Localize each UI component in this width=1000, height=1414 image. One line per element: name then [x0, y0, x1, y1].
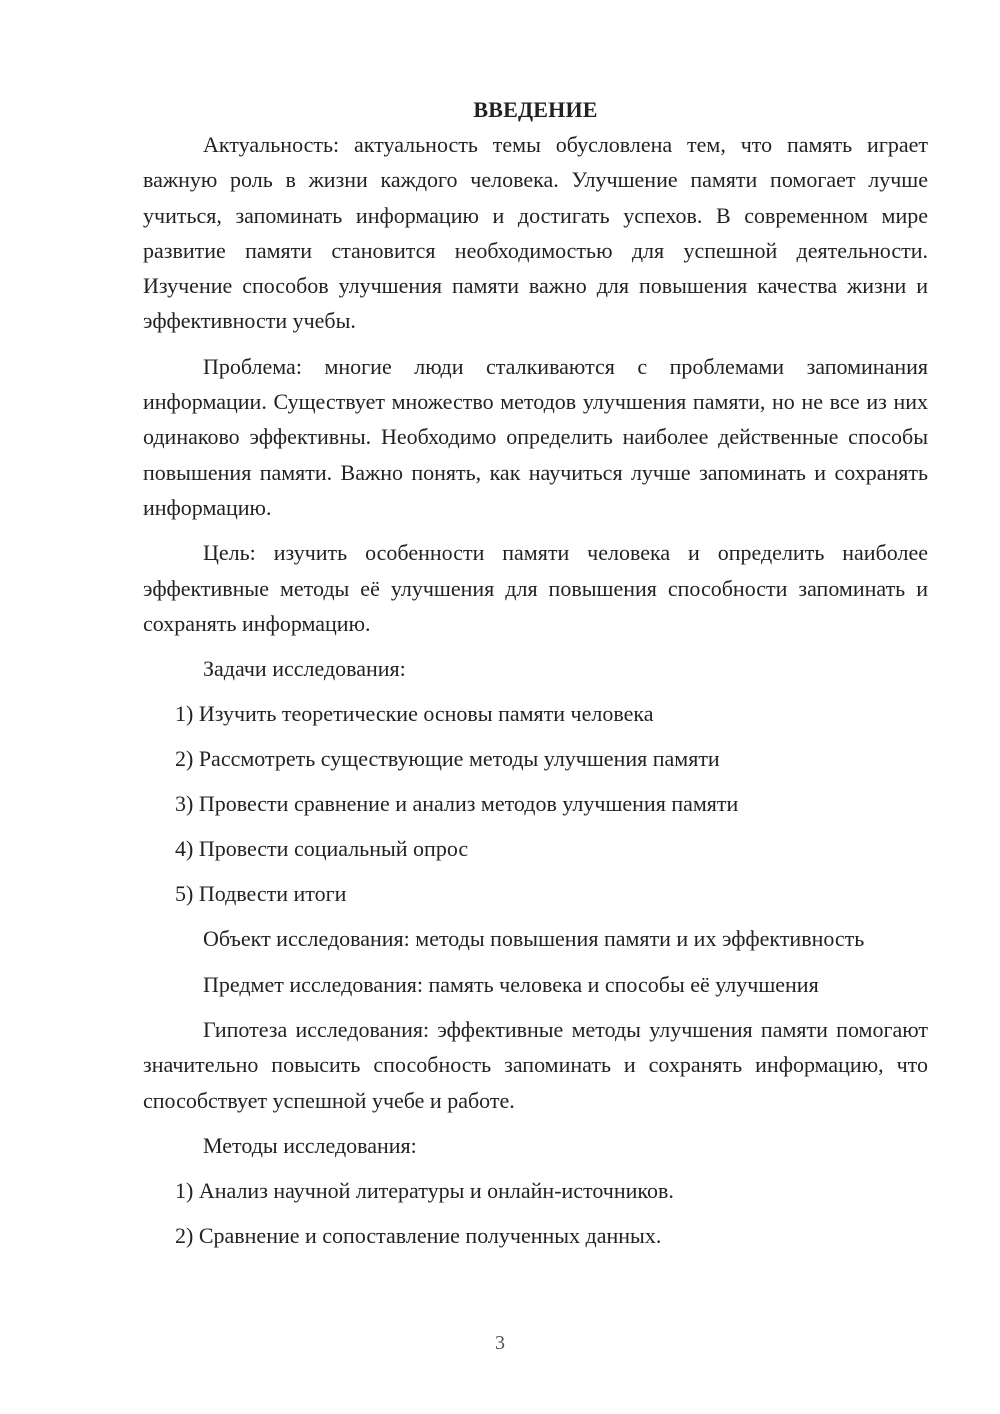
hypothesis-paragraph: Гипотеза исследования: эффективные методы улучшения памяти помогают значительно повысить способность запоминать и сохранять информацию, что способствует успешной учебе и работе. [143, 1017, 928, 1113]
list-item: 1) Изучить теоретические основы памяти человека [175, 701, 654, 727]
methods-list [143, 1173, 928, 1253]
list-item: 1) Анализ научной литературы и онлайн-источников. [175, 1178, 674, 1204]
problem-paragraph: Проблема: многие люди сталкиваются с проблемами запоминания информации. Существует множество методов улучшения памяти, но не все из них одинаково эффективны. Необходимо определить наиболее действенные способы повышения памяти. Важно понять, как научиться лучше запоминать и сохранять информацию. [143, 353, 928, 520]
list-item: 2) Рассмотреть существующие методы улучшения памяти [175, 746, 720, 772]
subject-paragraph: Предмет исследования: память человека и способы её улучшения [203, 971, 819, 997]
list-item: 5) Подвести итоги [175, 881, 347, 907]
list-item: 3) Провести сравнение и анализ методов улучшения памяти [175, 791, 739, 817]
page-number: 3 [495, 1332, 505, 1354]
relevance-paragraph: Актуальность: актуальность темы обусловлена тем, что память играет важную роль в жизни каждого человека. Улучшение памяти помогает лучше учиться, запоминать информацию и достигать успехов. В современном мире развитие памяти становится необходимостью для успешной деятельности. Изучение способов улучшения памяти важно для повышения качества жизни и эффективности учебы. [143, 132, 928, 334]
tasks-list [143, 696, 928, 911]
methods-heading: Методы исследования: [203, 1132, 417, 1158]
tasks-heading: Задачи исследования: [203, 656, 406, 682]
list-item: 4) Провести социальный опрос [175, 836, 469, 862]
document-page [143, 92, 928, 1263]
object-paragraph: Объект исследования: методы повышения памяти и их эффективность [203, 926, 865, 952]
section-title: ВВЕДЕНИЕ [473, 97, 598, 122]
list-item: 2) Сравнение и сопоставление полученных данных. [175, 1223, 662, 1249]
goal-paragraph: Цель: изучить особенности памяти человека и определить наиболее эффективные методы её улучшения для повышения способности запоминать и сохранять информацию. [143, 540, 928, 636]
